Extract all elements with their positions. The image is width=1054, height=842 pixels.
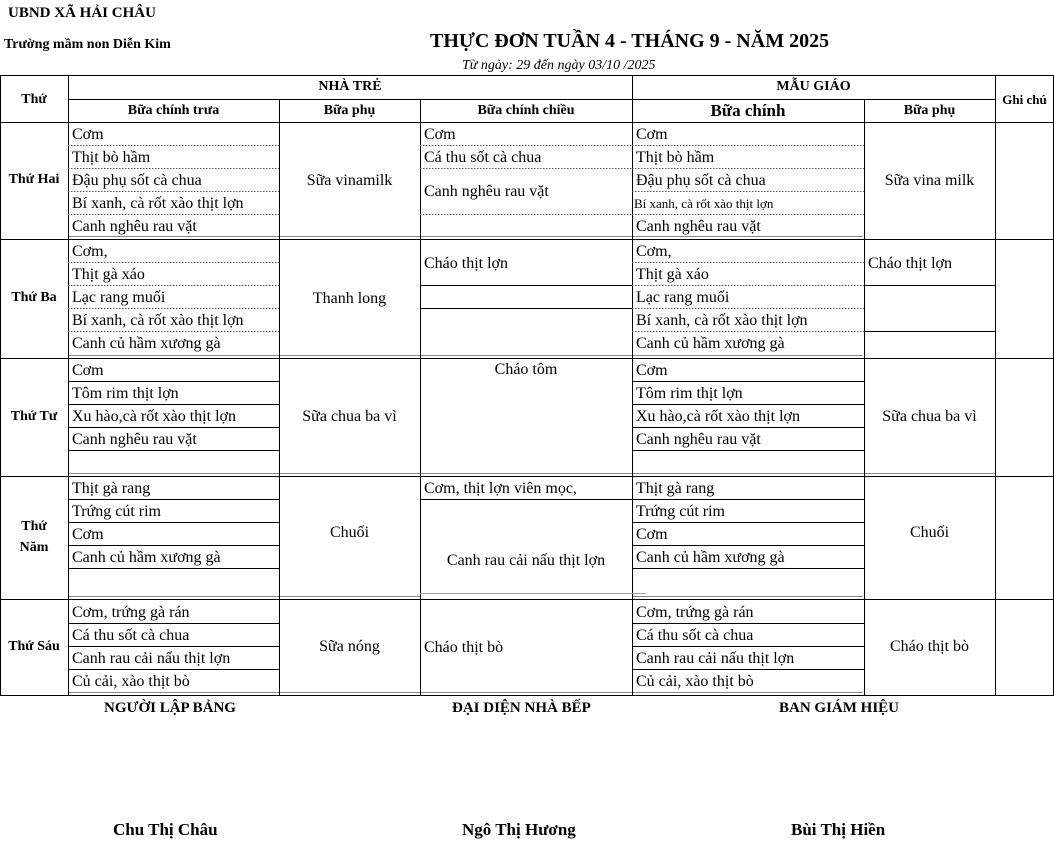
snack-item: Sữa vina milk [884, 172, 975, 189]
day-label: Thứ Sáu [8, 639, 60, 654]
menu-item: Cơm [72, 362, 104, 379]
day-label: Thứ Tư [10, 409, 58, 424]
org-name: UBND XÃ HẢI CHÂU [8, 5, 156, 21]
menu-item: Thịt bò hầm [72, 149, 151, 166]
menu-item: Xu hào,cà rốt xào thịt lợn [636, 408, 800, 425]
menu-item: Tôm rim thịt lợn [636, 385, 743, 402]
menu-item: Cơm [636, 362, 668, 379]
menu-item: Thịt gà xáo [636, 266, 709, 283]
menu-item: Thịt gà xáo [72, 266, 145, 283]
menu-item: Canh củ hầm xương gà [636, 335, 785, 352]
menu-item: Canh rau cải nấu thịt lợn [72, 650, 231, 667]
menu-item: Cá thu sốt cà chua [636, 627, 754, 644]
menu-item: Cơm, thịt lợn viên mọc, [424, 480, 577, 497]
snack-item: Cháo thịt lợn [868, 255, 953, 272]
menu-item: Canh nghêu rau vặt [636, 431, 761, 448]
menu-item: Canh nghêu rau vặt [72, 431, 197, 448]
menu-item: Đậu phụ sốt cà chua [72, 172, 202, 189]
menu-item: Bí xanh, cà rốt xào thịt lợn [636, 312, 808, 329]
date-range: Từ ngày: 29 đến ngày 03/10 /2025 [462, 58, 656, 73]
menu-item: Cháo thịt lợn [424, 255, 509, 272]
menu-item: Cháo tôm [494, 361, 558, 378]
menu-item: Trứng cút rim [636, 503, 725, 520]
day-label-line2: Năm [19, 540, 49, 555]
snack-item: Chuối [329, 524, 370, 541]
snack-item: Sữa nóng [319, 638, 380, 655]
menu-item: Cơm [72, 526, 104, 543]
board-name: Bùi Thị Hiền [791, 820, 886, 839]
snack-item: Sữa chua ba vì [882, 408, 977, 425]
menu-item: Trứng cút rim [72, 503, 161, 520]
kitchen-name: Ngô Thị Hương [462, 820, 576, 839]
menu-item: Thịt bò hầm [636, 149, 715, 166]
menu-item: Canh củ hầm xương gà [636, 549, 785, 566]
menu-item: Cơm, trứng gà rán [636, 604, 754, 621]
menu-item: Thịt gà rang [72, 480, 151, 497]
kitchen-role: ĐẠI DIỆN NHÀ BẾP [452, 700, 591, 716]
menu-item: Đậu phụ sốt cà chua [636, 172, 766, 189]
menu-item: Canh rau cải nấu thịt lợn [446, 552, 606, 569]
menu-item: Lạc rang muối [636, 289, 730, 306]
menu-item: Cơm, [72, 243, 108, 260]
col-nt-snack: Bữa phụ [323, 103, 376, 118]
menu-item: Bí xanh, cà rốt xào thịt lợn [634, 196, 774, 211]
menu-item: Cá thu sốt cà chua [424, 149, 542, 166]
menu-item: Bí xanh, cà rốt xào thịt lợn [72, 312, 244, 329]
menu-item: Lạc rang muối [72, 289, 166, 306]
snack-item: Sữa vinamilk [306, 172, 393, 189]
snack-item: Cháo thịt bò [889, 638, 970, 655]
col-mau-giao: MẪU GIÁO [776, 79, 851, 94]
menu-item: Cơm, trứng gà rán [72, 604, 190, 621]
menu-item: Củ cải, xào thịt bò [636, 673, 754, 690]
col-nha-tre: NHÀ TRẺ [318, 79, 382, 94]
day-label-line1: Thứ [21, 519, 47, 534]
snack-item: Chuối [909, 524, 950, 541]
col-ghi-chu: Ghi chú [1002, 92, 1047, 107]
snack-item: Thanh long [312, 290, 387, 307]
menu-item: Thịt gà rang [636, 480, 715, 497]
col-nt-afternoon: Bữa chính chiều [477, 103, 575, 118]
col-mg-main: Bữa chính [710, 101, 786, 120]
board-role: BAN GIÁM HIỆU [779, 700, 900, 716]
menu-item: Cá thu sốt cà chua [72, 627, 190, 644]
menu-item: Canh nghêu rau vặt [72, 218, 197, 235]
menu-item: Canh nghêu rau vặt [636, 218, 761, 235]
menu-item: Cơm [72, 126, 104, 143]
menu-item: Canh rau cải nấu thịt lợn [636, 650, 795, 667]
menu-item: Củ cải, xào thịt bò [72, 673, 190, 690]
menu-item: Bí xanh, cà rốt xào thịt lợn [72, 195, 244, 212]
col-mg-snack: Bữa phụ [903, 103, 956, 118]
col-nt-lunch: Bữa chính trưa [127, 103, 220, 118]
menu-item: Cơm [636, 526, 668, 543]
menu-item: Canh củ hầm xương gà [72, 335, 221, 352]
col-thu: Thứ [21, 92, 47, 107]
day-label: Thứ Ba [11, 290, 57, 305]
menu-item: Cơm [636, 126, 668, 143]
menu-item: Cháo thịt bò [424, 639, 504, 656]
maker-role: NGƯỜI LẬP BẢNG [104, 700, 236, 716]
menu-item: Cơm, [636, 243, 672, 260]
menu-item: Tôm rim thịt lợn [72, 385, 179, 402]
menu-item: Xu hào,cà rốt xào thịt lợn [72, 408, 236, 425]
menu-item: Cơm [424, 126, 456, 143]
school-name: Trường mầm non Diễn Kim [4, 37, 171, 52]
day-label: Thứ Hai [8, 172, 60, 187]
snack-item: Sữa chua ba vì [302, 408, 397, 425]
menu-item: Canh nghêu rau vặt [424, 183, 549, 200]
page-title: THỰC ĐƠN TUẦN 4 - THÁNG 9 - NĂM 2025 [430, 30, 830, 52]
menu-item: Canh củ hầm xương gà [72, 549, 221, 566]
maker-name: Chu Thị Châu [113, 820, 218, 839]
